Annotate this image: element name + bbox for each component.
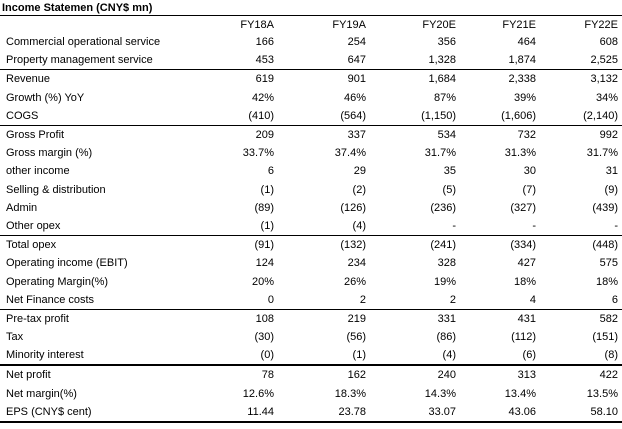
value-cell: (236) [430, 201, 456, 214]
value-cell: 166 [255, 36, 274, 49]
value-cell: 1,874 [508, 54, 536, 67]
value-cell: 18% [595, 275, 618, 288]
row-label: Net margin(%) [6, 387, 77, 400]
value-cell: (1) [260, 219, 274, 232]
value-cell: (7) [522, 183, 536, 196]
value-cell: 992 [540, 125, 622, 144]
value-cell: 11.44 [180, 403, 278, 422]
value-cell: 31.7% [424, 147, 456, 160]
row-label: Operating income (EBIT) [6, 257, 128, 270]
column-header-row [0, 16, 622, 33]
value-cell: 162 [278, 365, 370, 384]
value-cell: 337 [278, 125, 370, 144]
row-label: Tax [6, 331, 24, 344]
value-cell: 31.3% [504, 147, 536, 160]
table-row [0, 70, 622, 89]
column-header: FY19A [332, 18, 366, 31]
value-cell: 234 [347, 257, 366, 270]
value-cell: 13.4% [504, 387, 536, 400]
value-cell: (439) [592, 201, 618, 214]
table-row [0, 272, 622, 290]
value-cell: 34% [595, 91, 618, 104]
table-row [0, 328, 622, 346]
row-label: Property management service [6, 54, 153, 67]
row-label: Commercial operational service [6, 36, 161, 49]
value-cell: 4 [529, 293, 536, 306]
income-statement-table [0, 16, 622, 423]
row-label: Revenue [0, 70, 180, 89]
value-cell: 0 [267, 293, 274, 306]
value-cell: 6 [267, 165, 274, 178]
value-cell: 582 [540, 309, 622, 328]
table-row [0, 236, 622, 255]
row-label: Pre-tax profit [0, 309, 180, 328]
value-cell: 240 [370, 365, 460, 384]
row-label: Growth (%) YoY [6, 91, 85, 104]
column-header: FY22E [584, 18, 618, 31]
value-cell: (2) [352, 183, 366, 196]
value-cell: 108 [180, 309, 278, 328]
column-header: FY21E [502, 18, 536, 31]
value-cell: 29 [353, 165, 366, 178]
value-cell: (9) [604, 183, 618, 196]
value-cell: 14.3% [424, 387, 456, 400]
value-cell: 575 [599, 257, 618, 270]
row-label: Total opex [0, 236, 180, 255]
value-cell: - [532, 219, 536, 232]
table-row [0, 199, 622, 217]
value-cell: (132) [278, 236, 370, 255]
column-header: FY20E [422, 18, 456, 31]
value-cell: (1,150) [421, 109, 456, 122]
value-cell: (2,140) [583, 109, 618, 122]
value-cell: (30) [254, 331, 274, 344]
value-cell: 356 [437, 36, 456, 49]
value-cell: 20% [251, 275, 274, 288]
value-cell: (5) [442, 183, 456, 196]
value-cell: (564) [340, 109, 366, 122]
value-cell: 42% [251, 91, 274, 104]
value-cell: (1,606) [501, 109, 536, 122]
value-cell: 18% [513, 275, 536, 288]
value-cell: 13.5% [586, 387, 618, 400]
value-cell: (241) [370, 236, 460, 255]
row-label: Minority interest [6, 349, 84, 362]
row-label: Gross Profit [0, 125, 180, 144]
value-cell: (4) [442, 349, 456, 362]
table-row [0, 162, 622, 180]
row-label: EPS (CNY$ cent) [0, 403, 180, 422]
table-row [0, 51, 622, 70]
row-label: Net Finance costs [6, 293, 95, 306]
value-cell: 464 [517, 36, 536, 49]
value-cell: 254 [347, 36, 366, 49]
value-cell: 2,525 [590, 54, 618, 67]
value-cell: 619 [180, 70, 278, 89]
value-cell: 12.6% [242, 387, 274, 400]
value-cell: 1,684 [370, 70, 460, 89]
table-row [0, 365, 622, 384]
value-cell: 328 [437, 257, 456, 270]
value-cell: 901 [278, 70, 370, 89]
value-cell: (91) [180, 236, 278, 255]
table-row [0, 125, 622, 144]
value-cell: 46% [343, 91, 366, 104]
value-cell: 23.78 [278, 403, 370, 422]
value-cell: 2 [359, 293, 366, 306]
value-cell: 313 [460, 365, 540, 384]
value-cell: (327) [510, 201, 536, 214]
value-cell: 43.06 [460, 403, 540, 422]
value-cell: (1) [352, 349, 366, 362]
value-cell: 427 [517, 257, 536, 270]
value-cell: (56) [346, 331, 366, 344]
row-label: Net profit [0, 365, 180, 384]
value-cell: 453 [255, 54, 274, 67]
row-label: COGS [6, 109, 39, 122]
value-cell: 608 [599, 36, 618, 49]
row-label: Other opex [6, 219, 61, 232]
value-cell: (8) [604, 349, 618, 362]
value-cell: (448) [540, 236, 622, 255]
value-cell: (4) [352, 219, 366, 232]
table-row [0, 254, 622, 272]
value-cell: 6 [611, 293, 618, 306]
row-label: Admin [6, 201, 38, 214]
value-cell: (86) [436, 331, 456, 344]
value-cell: 31 [605, 165, 618, 178]
value-cell: 33.07 [370, 403, 460, 422]
value-cell: 58.10 [540, 403, 622, 422]
value-cell: (334) [460, 236, 540, 255]
value-cell: (126) [340, 201, 366, 214]
value-cell: 209 [180, 125, 278, 144]
value-cell: 331 [370, 309, 460, 328]
row-label: Gross margin (%) [6, 147, 93, 160]
header-label-cell [0, 16, 180, 33]
table-row [0, 89, 622, 107]
value-cell: (0) [260, 349, 274, 362]
value-cell: 18.3% [334, 387, 366, 400]
value-cell: 87% [433, 91, 456, 104]
value-cell: (6) [522, 349, 536, 362]
value-cell: 647 [347, 54, 366, 67]
value-cell: (410) [248, 109, 274, 122]
value-cell: (112) [511, 331, 536, 344]
table-row [0, 217, 622, 236]
value-cell: 422 [540, 365, 622, 384]
table-row [0, 33, 622, 51]
value-cell: 534 [370, 125, 460, 144]
table-row [0, 144, 622, 162]
value-cell: 732 [460, 125, 540, 144]
value-cell: - [452, 219, 456, 232]
value-cell: (1) [260, 183, 274, 196]
value-cell: 1,328 [428, 54, 456, 67]
value-cell: 124 [255, 257, 274, 270]
table-row [0, 346, 622, 365]
value-cell: 2 [449, 293, 456, 306]
table-row [0, 181, 622, 199]
column-header: FY18A [240, 18, 274, 31]
value-cell: 219 [278, 309, 370, 328]
value-cell: (89) [254, 201, 274, 214]
value-cell: 37.4% [334, 147, 366, 160]
table-title: Income Statemen (CNY$ mn) [2, 2, 153, 14]
table-row [0, 291, 622, 310]
value-cell: 2,338 [460, 70, 540, 89]
value-cell: 431 [460, 309, 540, 328]
value-cell: 3,132 [540, 70, 622, 89]
value-cell: 31.7% [586, 147, 618, 160]
value-cell: 39% [513, 91, 536, 104]
table-row [0, 385, 622, 403]
table-row [0, 107, 622, 126]
value-cell: - [614, 219, 618, 232]
value-cell: 19% [433, 275, 456, 288]
value-cell: (151) [592, 331, 618, 344]
row-label: other income [6, 165, 70, 178]
row-label: Operating Margin(%) [6, 275, 109, 288]
value-cell: 30 [523, 165, 536, 178]
table-row [0, 403, 622, 422]
table-row [0, 309, 622, 328]
row-label: Selling & distribution [6, 183, 106, 196]
value-cell: 35 [443, 165, 456, 178]
value-cell: 78 [180, 365, 278, 384]
value-cell: 26% [343, 275, 366, 288]
value-cell: 33.7% [242, 147, 274, 160]
